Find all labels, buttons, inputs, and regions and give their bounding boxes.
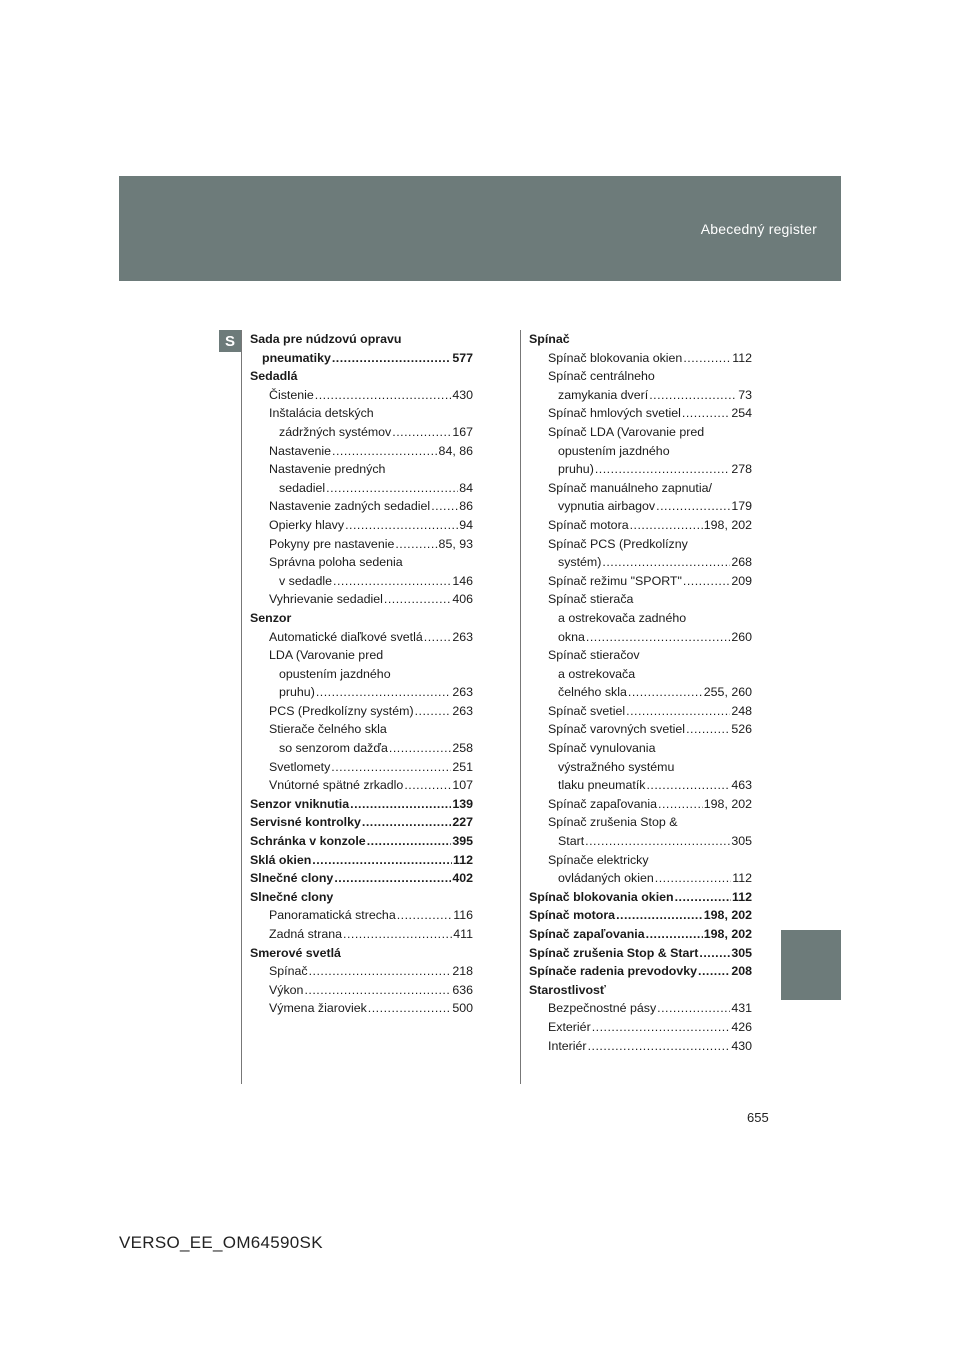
dot-leader [384, 590, 451, 609]
entry-label: Spínač motora [529, 908, 616, 923]
entry-label: pruhu) [558, 462, 594, 477]
index-entry [250, 572, 473, 591]
entry-label: výstražného systému [558, 759, 675, 774]
document-code: VERSO_EE_OM64590SK [119, 1233, 323, 1252]
dot-leader [656, 497, 730, 516]
index-column-2 [529, 330, 752, 1055]
column-divider-left [241, 330, 242, 1084]
entry-page: 198, 202 [703, 517, 752, 532]
entry-page: 94 [459, 517, 473, 532]
index-entry [250, 683, 473, 702]
index-entry [250, 720, 473, 739]
index-entry [529, 349, 752, 368]
entry-label: Nastavenie predných [269, 462, 386, 477]
entry-label: Spínač blokovania okien [529, 889, 674, 904]
entry-label: Spínač zapaľovania [548, 796, 658, 811]
entry-page: 258 [452, 741, 473, 756]
dot-leader [683, 349, 731, 368]
index-entry [250, 553, 473, 572]
entry-label: Automatické diaľkové svetlá [269, 629, 423, 644]
dot-leader [646, 925, 703, 944]
dot-leader [626, 702, 730, 721]
dot-leader [312, 851, 452, 870]
dot-leader [309, 962, 452, 981]
entry-page: 139 [452, 796, 473, 811]
index-entry [250, 962, 473, 981]
index-entry [250, 739, 473, 758]
index-entry [250, 628, 473, 647]
index-entry [529, 944, 752, 963]
dot-leader [683, 572, 730, 591]
entry-label: Bezpečnostné pásy [548, 1001, 657, 1016]
entry-label: Vnútorné spätné zrkadlo [269, 778, 404, 793]
dot-leader [649, 386, 737, 405]
entry-label: Spínač manuálneho zapnutia/ [548, 480, 712, 495]
index-entry [250, 813, 473, 832]
entry-label: Sada pre núdzovú opravu [250, 332, 402, 346]
dot-leader [392, 423, 451, 442]
index-column-1 [250, 330, 473, 1018]
entry-page: 430 [452, 387, 473, 402]
dot-leader [367, 832, 452, 851]
dot-leader [368, 999, 452, 1018]
dot-leader [628, 683, 703, 702]
entry-label: Spínač [269, 964, 308, 979]
entry-label: Spínač blokovania okien [548, 350, 683, 365]
index-entry [529, 906, 752, 925]
index-entry [529, 572, 752, 591]
dot-leader [588, 1037, 731, 1056]
index-entry [250, 851, 473, 870]
entry-page: 227 [452, 815, 473, 830]
index-entry [529, 646, 752, 665]
entry-page: 268 [731, 555, 752, 570]
entry-page: 112 [732, 889, 752, 904]
index-entry [529, 776, 752, 795]
entry-label: PCS (Predkolízny systém) [269, 703, 414, 718]
entry-label: Inštalácia detských [269, 406, 374, 421]
dot-leader [585, 832, 730, 851]
dot-leader [675, 888, 731, 907]
entry-label: Interiér [548, 1038, 587, 1053]
dot-leader [333, 572, 451, 591]
entry-label: Spínač stieračov [548, 648, 640, 663]
index-entry [250, 386, 473, 405]
entry-label: Spínač PCS (Predkolízny [548, 536, 688, 551]
dot-leader [698, 962, 730, 981]
dot-leader [658, 795, 703, 814]
entry-label: Správna poloha sedenia [269, 555, 403, 570]
index-entry [529, 999, 752, 1018]
dot-leader [415, 702, 452, 721]
index-entry [529, 367, 752, 386]
index-entry [529, 535, 752, 554]
entry-page: 577 [452, 350, 473, 365]
entry-label: Opierky hlavy [269, 517, 345, 532]
index-entry [529, 442, 752, 461]
entry-label: Spínač zrušenia Stop & Start [529, 945, 699, 960]
dot-leader [592, 1018, 731, 1037]
index-entry [529, 962, 752, 981]
dot-leader [586, 628, 730, 647]
index-entry [250, 367, 473, 386]
index-entry [529, 516, 752, 535]
index-entry [529, 497, 752, 516]
index-entry [250, 869, 473, 888]
entry-label: ovládaných okien [558, 871, 654, 886]
entry-label: a ostrekovača [558, 666, 636, 681]
index-entry [529, 330, 752, 349]
entry-label: Výkon [269, 982, 304, 997]
entry-page: 85, 93 [438, 536, 473, 551]
entry-label: so senzorom dažďa [279, 741, 388, 756]
entry-page: 218 [452, 964, 473, 979]
entry-label: Slnečné clony [250, 871, 334, 886]
entry-label: Panoramatická strecha [269, 908, 396, 923]
entry-label: Senzor [250, 610, 292, 625]
entry-label: Výmena žiaroviek [269, 1001, 367, 1016]
index-entry [250, 776, 473, 795]
dot-leader [334, 869, 451, 888]
entry-page: 526 [731, 722, 752, 737]
index-entry [529, 609, 752, 628]
index-entry [529, 925, 752, 944]
dot-leader [404, 776, 451, 795]
index-entry [529, 404, 752, 423]
dot-leader [699, 944, 730, 963]
entry-page: 146 [452, 573, 473, 588]
dot-leader [331, 758, 451, 777]
entry-label: Spínače elektricky [548, 852, 649, 867]
dot-leader [595, 460, 730, 479]
index-entry [250, 646, 473, 665]
entry-page: 112 [732, 350, 752, 365]
entry-label: zamykania dverí [558, 387, 649, 402]
index-entry [529, 683, 752, 702]
entry-page: 198, 202 [703, 927, 752, 941]
entry-page: 263 [452, 703, 473, 718]
index-entry [529, 460, 752, 479]
entry-label: Start [558, 834, 585, 849]
entry-page: 167 [452, 424, 473, 439]
entry-page: 84 [459, 480, 473, 495]
letter-badge: S [219, 330, 241, 352]
index-entry [529, 553, 752, 572]
entry-page: 84, 86 [438, 443, 473, 458]
index-entry [529, 1037, 752, 1056]
entry-label: vypnutia airbagov [558, 499, 656, 514]
index-entry [250, 832, 473, 851]
entry-page: 395 [452, 834, 473, 849]
column-divider-middle [520, 330, 521, 1084]
index-entry [250, 888, 473, 907]
dot-leader [389, 739, 451, 758]
entry-page: 305 [731, 834, 752, 849]
index-entry [529, 665, 752, 684]
index-entry [529, 386, 752, 405]
dot-leader [655, 869, 731, 888]
entry-label: LDA (Varovanie pred [269, 648, 384, 663]
dot-leader [630, 516, 703, 535]
index-entry [529, 851, 752, 870]
entry-label: Spínač stierača [548, 592, 634, 607]
entry-label: opustením jazdného [558, 443, 670, 458]
index-entry [250, 535, 473, 554]
index-entry [529, 795, 752, 814]
entry-label: Spínač režimu "SPORT" [548, 573, 682, 588]
entry-page: 255, 260 [703, 685, 752, 700]
entry-label: Nastavenie [269, 443, 331, 458]
index-entry [250, 404, 473, 423]
entry-label: Starostlivosť [529, 982, 606, 997]
entry-page: 463 [731, 778, 752, 793]
entry-page: 636 [452, 982, 473, 997]
entry-label: Spínač svetiel [548, 703, 626, 718]
entry-label: zádržných systémov [279, 424, 392, 439]
entry-label: Smerové svetlá [250, 945, 341, 960]
index-entry [250, 516, 473, 535]
entry-label: Spínač centrálneho [548, 369, 655, 384]
dot-leader [332, 349, 451, 368]
index-entry [250, 442, 473, 461]
entry-label: Spínač vynulovania [548, 741, 656, 756]
entry-page: 263 [452, 685, 473, 700]
index-entry [529, 739, 752, 758]
entry-page: 278 [731, 462, 752, 477]
entry-page: 426 [731, 1019, 752, 1034]
entry-page: 251 [452, 759, 473, 774]
entry-page: 198, 202 [703, 796, 752, 811]
entry-label: Spínač [529, 332, 570, 346]
entry-label: okna [558, 629, 585, 644]
entry-label: Nastavenie zadných sedadiel [269, 499, 431, 514]
entry-label: Spínač motora [548, 517, 629, 532]
header-band [119, 176, 841, 281]
index-entry [250, 758, 473, 777]
entry-label: Sklá okien [250, 852, 312, 867]
index-entry [250, 906, 473, 925]
entry-page: 406 [452, 592, 473, 607]
entry-page: 500 [452, 1001, 473, 1016]
dot-leader [686, 720, 730, 739]
entry-label: Servisné kontrolky [250, 815, 361, 830]
entry-page: 73 [738, 387, 752, 402]
entry-label: Spínač zrušenia Stop & [548, 815, 678, 830]
entry-page: 116 [453, 908, 473, 923]
entry-page: 198, 202 [703, 908, 752, 923]
entry-page: 260 [731, 629, 752, 644]
dot-leader [350, 795, 451, 814]
entry-label: v sedadle [279, 573, 333, 588]
index-entry [250, 330, 473, 349]
entry-label: Senzor vniknutia [250, 796, 350, 811]
entry-label: Čistenie [269, 387, 314, 402]
entry-label: Sedadlá [250, 369, 298, 384]
section-title: Abecedný register [700, 221, 817, 237]
entry-label: Stierače čelného skla [269, 722, 387, 737]
entry-label: Svetlomety [269, 759, 331, 774]
dot-leader [397, 906, 453, 925]
entry-page: 431 [731, 1001, 752, 1016]
entry-page: 254 [731, 406, 752, 421]
entry-label: pneumatiky [262, 350, 331, 365]
index-entry [529, 869, 752, 888]
index-entry [529, 590, 752, 609]
dot-leader [345, 516, 458, 535]
index-entry [250, 609, 473, 628]
entry-label: Spínače radenia prevodovky [529, 964, 698, 979]
entry-label: pruhu) [279, 685, 315, 700]
dot-leader [362, 813, 451, 832]
entry-page: 112 [732, 871, 752, 886]
entry-page: 112 [453, 852, 473, 867]
index-entry [529, 702, 752, 721]
index-entry [529, 758, 752, 777]
dot-leader [657, 999, 730, 1018]
entry-label: Spínač varovných svetiel [548, 722, 686, 737]
index-entry [529, 423, 752, 442]
entry-label: sedadiel [279, 480, 326, 495]
index-entry [529, 1018, 752, 1037]
dot-leader [424, 628, 452, 647]
entry-page: 179 [731, 499, 752, 514]
dot-leader [316, 683, 451, 702]
entry-page: 305 [731, 945, 752, 960]
index-entry [250, 981, 473, 1000]
side-thumb-tab [781, 930, 841, 1000]
entry-page: 209 [731, 573, 752, 588]
dot-leader [304, 981, 451, 1000]
index-entry [250, 423, 473, 442]
entry-label: Exteriér [548, 1019, 591, 1034]
entry-page: 86 [459, 499, 473, 514]
entry-label: Spínač zapaľovania [529, 927, 645, 941]
entry-page: 263 [452, 629, 473, 644]
page-number: 655 [747, 1110, 769, 1125]
index-entry [529, 888, 752, 907]
entry-label: Pokyny pre nastavenie [269, 536, 395, 551]
index-entry [529, 479, 752, 498]
index-entry [250, 702, 473, 721]
index-entry [529, 832, 752, 851]
index-entry [250, 497, 473, 516]
dot-leader [332, 442, 438, 461]
entry-page: 248 [731, 703, 752, 718]
entry-label: Spínač LDA (Varovanie pred [548, 424, 705, 439]
index-entry [250, 460, 473, 479]
entry-label: Slnečné clony [250, 889, 334, 904]
dot-leader [602, 553, 730, 572]
index-entry [529, 628, 752, 647]
dot-leader [315, 386, 452, 405]
dot-leader [682, 404, 730, 423]
dot-leader [395, 535, 437, 554]
index-entry [529, 720, 752, 739]
entry-page: 402 [452, 871, 473, 886]
index-entry [250, 944, 473, 963]
dot-leader [326, 479, 458, 498]
entry-label: čelného skla [558, 685, 627, 700]
entry-label: Vyhrievanie sedadiel [269, 592, 383, 607]
dot-leader [343, 925, 452, 944]
index-entry [529, 813, 752, 832]
index-entry [250, 349, 473, 368]
index-entry [250, 479, 473, 498]
dot-leader [646, 776, 730, 795]
entry-label: Schránka v konzole [250, 834, 366, 849]
entry-page: 430 [731, 1038, 752, 1053]
index-entry [250, 999, 473, 1018]
entry-label: opustením jazdného [279, 666, 391, 681]
index-entry [250, 795, 473, 814]
index-entry [250, 665, 473, 684]
entry-label: Zadná strana [269, 927, 343, 941]
entry-label: Spínač hmlových svetiel [548, 406, 681, 421]
dot-leader [431, 497, 458, 516]
entry-page: 208 [731, 964, 752, 979]
index-entry [250, 590, 473, 609]
entry-label: a ostrekovača zadného [558, 610, 687, 625]
index-entry [250, 925, 473, 944]
entry-label: tlaku pneumatík [558, 778, 646, 793]
dot-leader [616, 906, 703, 925]
index-entry [529, 981, 752, 1000]
entry-page: 411 [453, 927, 473, 941]
entry-page: 107 [452, 778, 473, 793]
entry-label: systém) [558, 555, 602, 570]
